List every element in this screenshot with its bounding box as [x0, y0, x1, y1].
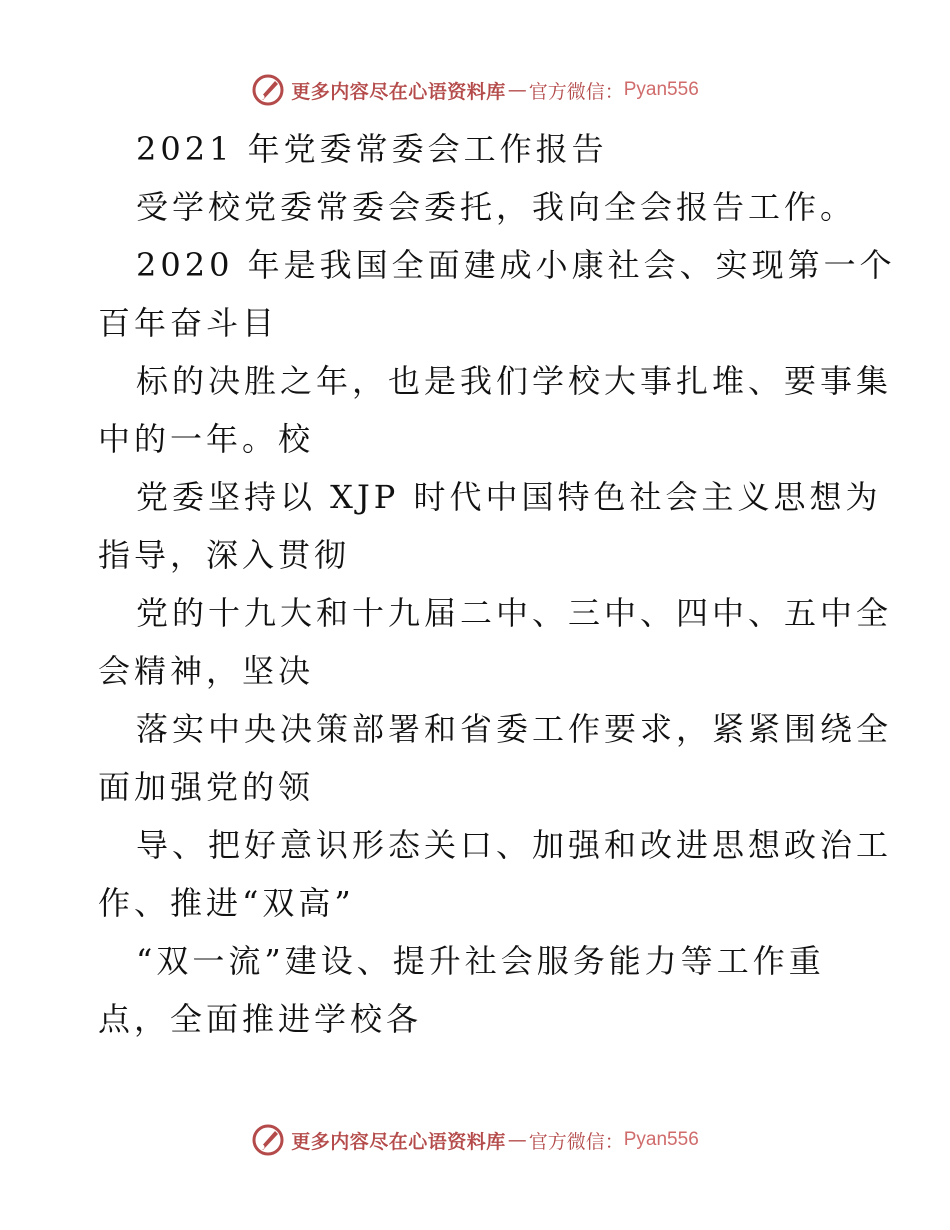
- document-line: 作、推进“双高”: [98, 884, 355, 922]
- document-line: 2021 年党委常委会工作报告: [136, 130, 608, 168]
- watermark-official-label: 官方微信：: [528, 1130, 624, 1153]
- quill-pen-logo-icon: [251, 73, 285, 107]
- watermark-official-label: 官方微信：: [528, 80, 624, 103]
- document-line: 指导，深入贯彻: [98, 536, 351, 574]
- watermark-account: Pyan556: [623, 1129, 699, 1150]
- document-line: 2020 年是我国全面建成小康社会、实现第一个: [136, 246, 896, 284]
- document-line: 党委坚持以 XJP 时代中国特色社会主义思想为: [136, 478, 882, 516]
- footer-watermark: [0, 1120, 950, 1160]
- document-line: 党的十九大和十九届二中、三中、四中、五中全: [136, 594, 893, 632]
- document-body: [98, 120, 896, 1048]
- document-line: 落实中央决策部署和省委工作要求，紧紧围绕全: [136, 710, 893, 748]
- watermark-brand: 更多内容尽在心语资料库: [291, 80, 506, 103]
- watermark-account: Pyan556: [623, 79, 699, 100]
- quill-pen-logo-icon: [251, 1123, 285, 1157]
- document-line: “双一流”建设、提升社会服务能力等工作重: [136, 942, 825, 980]
- watermark-separator: —: [507, 79, 527, 101]
- document-line: 百年奋斗目: [98, 304, 279, 342]
- document-line: 受学校党委常委会委托，我向全会报告工作。: [136, 188, 857, 226]
- document-line: 标的决胜之年，也是我们学校大事扎堆、要事集: [136, 362, 893, 400]
- document-line: 会精神，坚决: [98, 652, 315, 690]
- document-line: 导、把好意识形态关口、加强和改进思想政治工: [136, 826, 893, 864]
- document-line: 中的一年。校: [98, 420, 315, 458]
- document-line: 点，全面推进学校各: [98, 1000, 423, 1038]
- watermark-separator: —: [507, 1129, 527, 1151]
- document-line: 面加强党的领: [98, 768, 315, 806]
- watermark-brand: 更多内容尽在心语资料库: [291, 1130, 506, 1153]
- header-watermark: [0, 70, 950, 110]
